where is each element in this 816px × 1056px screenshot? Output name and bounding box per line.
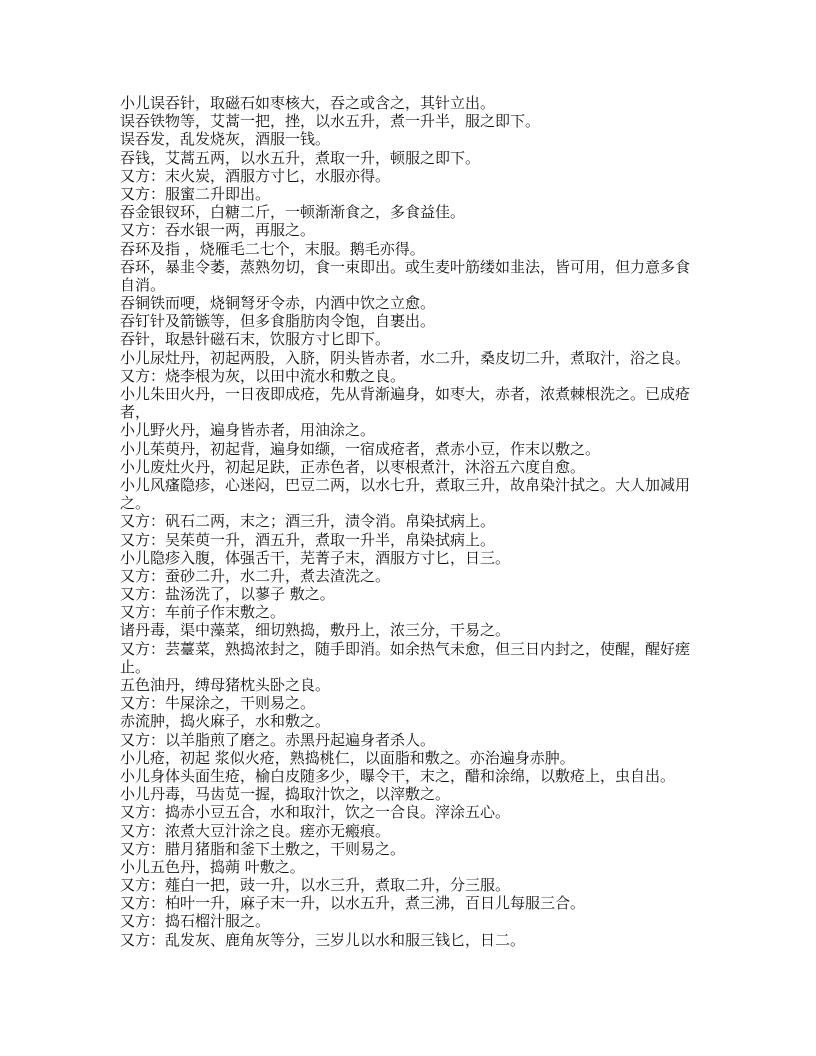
text-line: 诸丹毒，渠中藻菜，细切熟捣，敷丹上，浓三分，干易之。 <box>120 621 511 640</box>
text-line: 小儿五色丹，捣蒴 叶敷之。 <box>120 857 305 876</box>
text-line: 赤流肿，捣火麻子，水和敷之。 <box>120 712 331 731</box>
text-line: 小儿身体头面生疮，榆白皮随多少，曝令干，末之，醋和涂绵，以敷疮上，虫自出。 <box>120 766 676 785</box>
text-line: 又方：车前子作末敷之。 <box>120 603 286 622</box>
text-line: 吞针，取悬针磁石末，饮服方寸匕即下。 <box>120 330 391 349</box>
text-line: 小儿尿灶丹，初起两股，入脐，阴头皆赤者，水二升，桑皮切二升，煮取汁，浴之良。 <box>120 348 691 367</box>
text-line: 吞环，暴韭令萎，蒸熟勿切，食一束即出。或生麦叶筋缕如韭法，皆可用，但力意多食 <box>120 257 691 276</box>
text-line: 小儿误吞针，取磁石如枣核大，吞之或含之，其针立出。 <box>120 94 496 112</box>
text-line: 小儿废灶火丹，初起足趺，正赤色者，以枣根煮汁，沐浴五六度自愈。 <box>120 457 586 476</box>
text-line: 又方：盐汤洗了，以蓼子 敷之。 <box>120 585 335 604</box>
text-line: 又方：捣赤小豆五合，水和取汁，饮之一合良。滓涂五心。 <box>120 803 511 822</box>
text-line: 又方：牛屎涂之，干则易之。 <box>120 694 316 713</box>
text-line: 吞钱，艾蒿五两，以水五升，煮取一升，顿服之即下。 <box>120 148 481 167</box>
text-line: 又方：捣石榴汁服之。 <box>120 912 271 931</box>
text-line: 又方：吞水银一两，再服之。 <box>120 221 316 240</box>
text-line: 又方：蚕砂二升，水二升，煮去渣洗之。 <box>120 566 391 585</box>
text-line: 自消。 <box>120 275 166 294</box>
text-line: 又方：柏叶一升，麻子末一升，以水五升，煮三沸，百日儿每服三合。 <box>120 894 586 913</box>
text-line: 止。 <box>120 657 151 676</box>
text-line: 误吞铁物等，艾蒿一把，挫，以水五升，煮一升半，服之即下。 <box>120 112 541 131</box>
text-line: 又方：烧李根为灰，以田中流水和敷之良。 <box>120 366 406 385</box>
text-line: 吞金银钗环，白糖二斤，一顿渐渐食之，多食益佳。 <box>120 203 466 222</box>
text-line: 又方：吴茱萸一升，酒五升，煮取一升半，帛染拭病上。 <box>120 530 496 549</box>
text-line: 小儿隐疹入腹，体强舌干，芜菁子末，酒服方寸匕，日三。 <box>120 548 511 567</box>
text-line: 之。 <box>120 494 151 513</box>
text-line: 吞环及指 ，烧雁毛二七个，末服。鹅毛亦得。 <box>120 239 425 258</box>
text-line: 又方：浓煮大豆汁涂之良。瘥亦无瘢痕。 <box>120 821 391 840</box>
text-line: 又方：芸薹菜，熟捣浓封之，随手即消。如余热气未愈，但三日内封之，使醒，醒好瘥 <box>120 639 691 658</box>
text-line: 误吞发，乱发烧灰，酒服一钱。 <box>120 130 331 149</box>
text-line: 五色油丹，缚母猪枕头卧之良。 <box>120 676 331 694</box>
text-line: 又方：薤白一把，豉一升，以水三升，煮取二升，分三服。 <box>120 876 511 895</box>
text-line: 小儿丹毒，马齿苋一握，捣取汁饮之，以滓敷之。 <box>120 785 451 804</box>
text-line: 又方：以羊脂煎了磨之。赤黑丹起遍身者杀人。 <box>120 730 436 749</box>
text-line: 吞铜铁而哽，烧铜弩牙令赤，内酒中饮之立愈。 <box>120 294 436 313</box>
text-line: 吞钉针及箭镞等，但多食脂肪肉令饱，自裹出。 <box>120 312 436 331</box>
text-line: 又方：服蜜二升即出。 <box>120 184 271 203</box>
text-line: 者， <box>120 403 151 422</box>
text-line: 又方：矾石二两，末之；酒三升，渍令消。帛染拭病上。 <box>120 512 496 531</box>
text-line: 小儿茱萸丹，初起背，遍身如缬，一宿成疮者，煮赤小豆，作末以敷之。 <box>120 439 601 458</box>
text-line: 又方：末火炭，酒服方寸匕，水服亦得。 <box>120 166 391 185</box>
text-line: 又方：腊月猪脂和釜下土敷之，干则易之。 <box>120 839 406 858</box>
text-line: 又方：乱发灰、鹿角灰等分，三岁儿以水和服三钱匕，日二。 <box>120 930 526 949</box>
text-line: 小儿野火丹，遍身皆赤者，用油涂之。 <box>120 421 376 440</box>
text-line: 小儿疮，初起 浆似火疮，熟捣桃仁，以面脂和敷之。亦治遍身赤肿。 <box>120 748 575 767</box>
text-line: 小儿风瘙隐疹，心迷闷，巴豆二两，以水七升，煮取三升，故帛染汁拭之。大人加减用 <box>120 475 691 494</box>
text-line: 小儿朱田火丹，一日夜即成疮，先从背渐遍身，如枣大，赤者，浓煮棘根洗之。已成疮 <box>120 385 691 403</box>
document-page <box>120 94 710 949</box>
